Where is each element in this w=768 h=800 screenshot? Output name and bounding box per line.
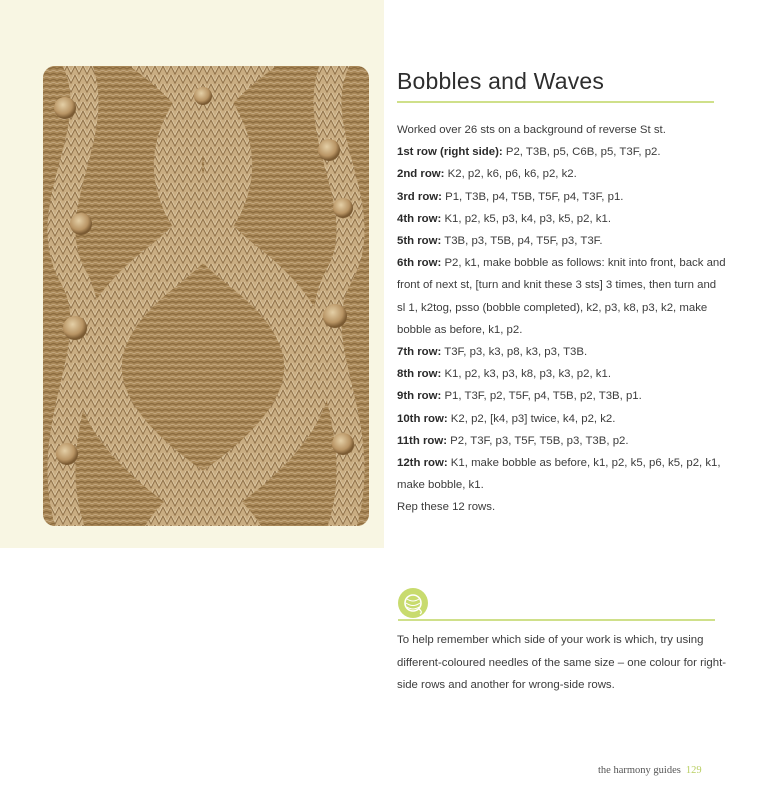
pattern-row [397,252,727,341]
pattern-instructions [397,119,727,519]
tip-text: To help remember which side of your work is which, try using different-coloured needles of the same size – one colour for right-side rows and another for wrong-side rows. [397,634,727,691]
row-text: P2, T3F, p3, T5F, T5B, p3, T3B, p2. [447,434,629,447]
row-label: 11th row: [397,434,448,447]
row-label: 10th row: [397,412,448,425]
page-number: 129 [685,765,702,776]
row-text: K1, make bobble as before, k1, p2, k5, p6, k5, p2, k1, make bobble, k1. [397,457,721,492]
yarn-ball-icon [398,588,428,618]
pattern-row [397,186,727,208]
pattern-row [397,430,727,452]
row-text: K2, p2, [k4, p3] twice, k4, p2, k2. [447,412,616,425]
row-text: P1, T3B, p4, T5B, T5F, p4, T3F, p1. [441,190,624,203]
pattern-row [397,363,727,385]
pattern-row [397,408,727,430]
title-divider [397,101,714,103]
pattern-row [397,452,727,496]
row-text: K1, p2, k5, p3, k4, p3, k5, p2, k1. [441,212,611,225]
pattern-row [397,230,727,252]
knitted-swatch-photo [43,66,369,526]
row-label: 6th row: [397,257,442,270]
pattern-row [397,341,727,363]
pattern-row [397,208,727,230]
row-label: 8th row: [397,368,442,381]
page-footer [598,765,702,776]
row-label: 9th row: [397,390,442,403]
row-text: K2, p2, k6, p6, k6, p2, k2. [444,168,577,181]
pattern-row [397,141,727,163]
pattern-intro: Worked over 26 sts on a background of reverse St st. [397,124,666,136]
pattern-row [397,385,727,407]
row-label: 12th row: [397,457,448,470]
row-label: 1st row (right side): [397,146,503,159]
row-text: P2, k1, make bobble as follows: knit into front, back and front of next st, [turn and knit these 3 sts] 3 times, then turn and sl 1, k2tog, psso (bobble completed), k2, p3, k8, p3, k2, make bobble as before, k1, p2. [397,257,726,336]
row-label: 5th row: [397,235,442,248]
row-label: 3rd row: [397,190,442,203]
row-label: 2nd row: [397,168,445,181]
row-text: P1, T3F, p2, T5F, p4, T5B, p2, T3B, p1. [441,390,642,403]
row-text: K1, p2, k3, p3, k8, p3, k3, p2, k1. [441,368,611,381]
row-text: T3F, p3, k3, p8, k3, p3, T3B. [441,346,588,359]
tip-divider [398,619,715,621]
pattern-row [397,163,727,185]
row-label: 7th row: [397,346,442,359]
footer-text: the harmony guides [598,765,681,776]
row-text: P2, T3B, p5, C6B, p5, T3F, p2. [502,146,661,159]
row-text: T3B, p3, T5B, p4, T5F, p3, T3F. [441,235,603,248]
row-label: 4th row: [397,212,442,225]
repeat-note: Rep these 12 rows. [397,501,496,514]
pattern-title: Bobbles and Waves [397,68,605,94]
